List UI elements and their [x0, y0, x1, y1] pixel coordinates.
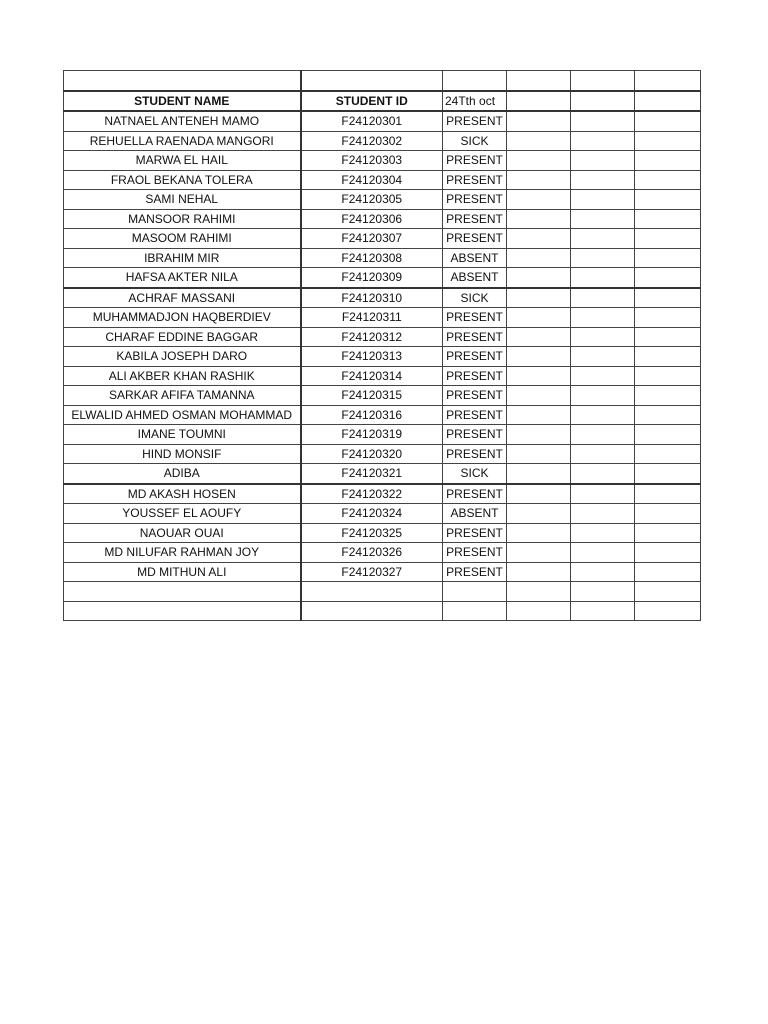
empty-cell[interactable] — [507, 464, 571, 484]
student-id-cell[interactable]: F24120322 — [301, 484, 443, 504]
empty-cell[interactable] — [635, 71, 701, 91]
empty-cell[interactable] — [301, 582, 443, 602]
empty-cell[interactable] — [507, 111, 571, 131]
empty-cell[interactable] — [507, 425, 571, 445]
student-name-cell[interactable]: FRAOL BEKANA TOLERA — [64, 170, 301, 190]
empty-cell[interactable] — [571, 288, 635, 308]
empty-cell[interactable] — [507, 248, 571, 268]
empty-cell[interactable] — [571, 464, 635, 484]
empty-cell[interactable] — [507, 170, 571, 190]
empty-cell[interactable] — [635, 111, 701, 131]
attendance-status-cell[interactable]: PRESENT — [443, 386, 507, 406]
empty-cell[interactable] — [507, 131, 571, 151]
table-row — [64, 209, 701, 229]
empty-cell[interactable] — [571, 543, 635, 563]
student-name-cell[interactable]: ACHRAF MASSANI — [64, 288, 301, 308]
table-row — [64, 288, 701, 308]
student-name-cell[interactable]: REHUELLA RAENADA MANGORI — [64, 131, 301, 151]
attendance-status-cell[interactable]: PRESENT — [443, 347, 507, 367]
table-row — [64, 248, 701, 268]
student-id-cell[interactable]: F24120305 — [301, 190, 443, 210]
empty-cell[interactable] — [571, 111, 635, 131]
empty-cell[interactable] — [64, 582, 301, 602]
attendance-status-cell[interactable]: PRESENT — [443, 484, 507, 504]
empty-cell[interactable] — [635, 386, 701, 406]
attendance-status-cell[interactable]: PRESENT — [443, 308, 507, 328]
student-name-cell[interactable]: MANSOOR RAHIMI — [64, 209, 301, 229]
empty-cell[interactable] — [635, 543, 701, 563]
empty-cell[interactable] — [571, 347, 635, 367]
student-name-cell[interactable]: ALI AKBER KHAN RASHIK — [64, 366, 301, 386]
empty-cell[interactable] — [635, 209, 701, 229]
student-name-cell[interactable]: HIND MONSIF — [64, 444, 301, 464]
empty-cell[interactable] — [443, 582, 507, 602]
student-id-cell[interactable]: F24120325 — [301, 523, 443, 543]
empty-cell[interactable] — [571, 229, 635, 249]
empty-cell[interactable] — [507, 268, 571, 288]
student-id-cell[interactable]: F24120306 — [301, 209, 443, 229]
student-id-cell[interactable]: F24120304 — [301, 170, 443, 190]
empty-cell[interactable] — [571, 562, 635, 582]
student-id-header[interactable]: STUDENT ID — [301, 91, 443, 112]
empty-cell[interactable] — [635, 248, 701, 268]
empty-cell[interactable] — [507, 562, 571, 582]
attendance-status-cell[interactable]: PRESENT — [443, 425, 507, 445]
empty-cell[interactable] — [635, 601, 701, 621]
empty-cell[interactable] — [635, 190, 701, 210]
attendance-status-cell[interactable]: PRESENT — [443, 229, 507, 249]
attendance-status-cell[interactable]: PRESENT — [443, 190, 507, 210]
attendance-status-cell[interactable]: PRESENT — [443, 111, 507, 131]
table-row — [64, 504, 701, 524]
empty-cell[interactable] — [571, 444, 635, 464]
empty-cell[interactable] — [571, 209, 635, 229]
header-row — [64, 91, 701, 112]
attendance-status-cell[interactable]: SICK — [443, 131, 507, 151]
empty-cell[interactable] — [507, 151, 571, 171]
table-row — [64, 347, 701, 367]
empty-cell[interactable] — [635, 464, 701, 484]
empty-cell[interactable] — [507, 327, 571, 347]
attendance-status-cell[interactable]: PRESENT — [443, 444, 507, 464]
student-id-cell[interactable]: F24120314 — [301, 366, 443, 386]
empty-cell[interactable] — [571, 170, 635, 190]
empty-cell[interactable] — [635, 268, 701, 288]
empty-cell[interactable] — [635, 523, 701, 543]
empty-cell[interactable] — [507, 71, 571, 91]
empty-cell[interactable] — [507, 444, 571, 464]
empty-cell[interactable] — [507, 386, 571, 406]
attendance-status-cell[interactable]: PRESENT — [443, 327, 507, 347]
empty-cell[interactable] — [571, 523, 635, 543]
empty-cell[interactable] — [635, 582, 701, 602]
attendance-status-cell[interactable]: PRESENT — [443, 543, 507, 563]
table-row — [64, 111, 701, 131]
attendance-status-cell[interactable]: PRESENT — [443, 151, 507, 171]
empty-cell[interactable] — [571, 91, 635, 112]
attendance-status-cell[interactable]: ABSENT — [443, 504, 507, 524]
student-id-cell[interactable]: F24120315 — [301, 386, 443, 406]
student-name-cell[interactable]: SAMI NEHAL — [64, 190, 301, 210]
empty-cell[interactable] — [507, 209, 571, 229]
student-name-cell[interactable]: NATNAEL ANTENEH MAMO — [64, 111, 301, 131]
table-row — [64, 425, 701, 445]
table-row — [64, 386, 701, 406]
student-name-cell[interactable]: MD NILUFAR RAHMAN JOY — [64, 543, 301, 563]
empty-cell[interactable] — [635, 405, 701, 425]
empty-cell[interactable] — [64, 601, 301, 621]
student-id-cell[interactable]: F24120310 — [301, 288, 443, 308]
empty-cell[interactable] — [635, 91, 701, 112]
empty-cell[interactable] — [571, 405, 635, 425]
student-id-cell[interactable]: F24120327 — [301, 562, 443, 582]
empty-cell[interactable] — [507, 523, 571, 543]
empty-cell[interactable] — [571, 131, 635, 151]
student-id-cell[interactable]: F24120312 — [301, 327, 443, 347]
table-row — [64, 464, 701, 484]
empty-cell[interactable] — [635, 504, 701, 524]
table-row — [64, 405, 701, 425]
empty-cell[interactable] — [635, 444, 701, 464]
student-id-cell[interactable]: F24120319 — [301, 425, 443, 445]
student-id-cell[interactable]: F24120316 — [301, 405, 443, 425]
empty-cell[interactable] — [507, 601, 571, 621]
student-id-cell[interactable]: F24120301 — [301, 111, 443, 131]
student-id-cell[interactable]: F24120309 — [301, 268, 443, 288]
empty-cell[interactable] — [571, 190, 635, 210]
empty-cell[interactable] — [635, 288, 701, 308]
empty-cell[interactable] — [301, 601, 443, 621]
attendance-status-cell[interactable]: SICK — [443, 288, 507, 308]
table-row — [64, 366, 701, 386]
empty-cell[interactable] — [635, 484, 701, 504]
student-name-cell[interactable]: MD MITHUN ALI — [64, 562, 301, 582]
table-row — [64, 131, 701, 151]
table-row — [64, 562, 701, 582]
empty-cell[interactable] — [507, 288, 571, 308]
empty-cell[interactable] — [507, 229, 571, 249]
table-row — [64, 543, 701, 563]
empty-cell[interactable] — [571, 308, 635, 328]
empty-cell[interactable] — [635, 327, 701, 347]
empty-cell[interactable] — [507, 91, 571, 112]
student-name-cell[interactable]: IBRAHIM MIR — [64, 248, 301, 268]
table-row — [64, 151, 701, 171]
attendance-status-cell[interactable]: PRESENT — [443, 562, 507, 582]
empty-cell[interactable] — [635, 366, 701, 386]
empty-cell[interactable] — [507, 582, 571, 602]
empty-cell[interactable] — [507, 366, 571, 386]
student-id-cell[interactable]: F24120326 — [301, 543, 443, 563]
blank-row — [64, 582, 701, 602]
empty-cell[interactable] — [571, 425, 635, 445]
table-row — [64, 190, 701, 210]
attendance-status-cell[interactable]: ABSENT — [443, 268, 507, 288]
student-name-cell[interactable]: NAOUAR OUAI — [64, 523, 301, 543]
attendance-status-cell[interactable]: PRESENT — [443, 366, 507, 386]
table-row — [64, 444, 701, 464]
empty-cell[interactable] — [635, 131, 701, 151]
table-row — [64, 170, 701, 190]
empty-cell[interactable] — [571, 151, 635, 171]
empty-cell[interactable] — [571, 386, 635, 406]
table-row — [64, 229, 701, 249]
empty-cell[interactable] — [635, 308, 701, 328]
empty-cell[interactable] — [635, 170, 701, 190]
empty-cell[interactable] — [507, 543, 571, 563]
attendance-status-cell[interactable]: PRESENT — [443, 523, 507, 543]
empty-cell[interactable] — [571, 601, 635, 621]
attendance-status-cell[interactable]: PRESENT — [443, 170, 507, 190]
empty-cell[interactable] — [507, 504, 571, 524]
empty-cell[interactable] — [571, 366, 635, 386]
empty-cell[interactable] — [301, 71, 443, 91]
student-id-cell[interactable]: F24120303 — [301, 151, 443, 171]
student-name-cell[interactable]: YOUSSEF EL AOUFY — [64, 504, 301, 524]
attendance-status-cell[interactable]: ABSENT — [443, 248, 507, 268]
empty-cell[interactable] — [571, 484, 635, 504]
student-name-cell[interactable]: ADIBA — [64, 464, 301, 484]
student-name-cell[interactable]: KABILA JOSEPH DARO — [64, 347, 301, 367]
attendance-status-cell[interactable]: PRESENT — [443, 405, 507, 425]
empty-cell[interactable] — [635, 151, 701, 171]
table-row — [64, 308, 701, 328]
table-row — [64, 268, 701, 288]
student-name-cell[interactable]: MASOOM RAHIMI — [64, 229, 301, 249]
student-name-cell[interactable]: IMANE TOUMNI — [64, 425, 301, 445]
empty-cell[interactable] — [507, 405, 571, 425]
student-id-cell[interactable]: F24120324 — [301, 504, 443, 524]
empty-cell[interactable] — [635, 425, 701, 445]
student-name-header[interactable]: STUDENT NAME — [64, 91, 301, 112]
table-row — [64, 523, 701, 543]
empty-cell[interactable] — [635, 347, 701, 367]
attendance-status-cell[interactable]: SICK — [443, 464, 507, 484]
student-id-cell[interactable]: F24120308 — [301, 248, 443, 268]
empty-cell[interactable] — [571, 248, 635, 268]
blank-row — [64, 71, 701, 91]
empty-cell[interactable] — [507, 308, 571, 328]
empty-cell[interactable] — [507, 190, 571, 210]
attendance-status-cell[interactable]: PRESENT — [443, 209, 507, 229]
student-name-cell[interactable]: HAFSA AKTER NILA — [64, 268, 301, 288]
empty-cell[interactable] — [64, 71, 301, 91]
student-id-cell[interactable]: F24120320 — [301, 444, 443, 464]
empty-cell[interactable] — [635, 562, 701, 582]
empty-cell[interactable] — [571, 71, 635, 91]
empty-cell[interactable] — [507, 347, 571, 367]
student-id-cell[interactable]: F24120313 — [301, 347, 443, 367]
empty-cell[interactable] — [571, 504, 635, 524]
table-row — [64, 327, 701, 347]
empty-cell[interactable] — [571, 327, 635, 347]
student-id-cell[interactable]: F24120311 — [301, 308, 443, 328]
empty-cell[interactable] — [571, 268, 635, 288]
empty-cell[interactable] — [507, 484, 571, 504]
student-name-cell[interactable]: ELWALID AHMED OSMAN MOHAMMAD — [64, 405, 301, 425]
student-id-cell[interactable]: F24120321 — [301, 464, 443, 484]
student-name-cell[interactable]: CHARAF EDDINE BAGGAR — [64, 327, 301, 347]
attendance-table-body — [64, 71, 701, 621]
empty-cell[interactable] — [443, 601, 507, 621]
student-name-cell[interactable]: SARKAR AFIFA TAMANNA — [64, 386, 301, 406]
student-name-cell[interactable]: MUHAMMADJON HAQBERDIEV — [64, 308, 301, 328]
student-name-cell[interactable]: MD AKASH HOSEN — [64, 484, 301, 504]
blank-row — [64, 601, 701, 621]
empty-cell[interactable] — [635, 229, 701, 249]
student-id-cell[interactable]: F24120307 — [301, 229, 443, 249]
empty-cell[interactable] — [443, 71, 507, 91]
date-header[interactable]: 24Tth oct — [443, 91, 507, 112]
student-name-cell[interactable]: MARWA EL HAIL — [64, 151, 301, 171]
student-id-cell[interactable]: F24120302 — [301, 131, 443, 151]
table-row — [64, 484, 701, 504]
attendance-table — [63, 70, 701, 621]
empty-cell[interactable] — [571, 582, 635, 602]
